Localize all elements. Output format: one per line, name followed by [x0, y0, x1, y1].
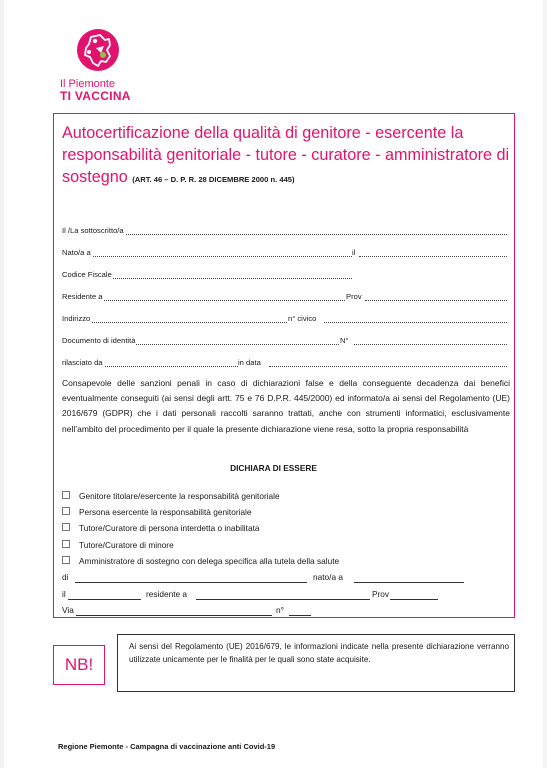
checkbox-icon[interactable] [62, 540, 70, 548]
minor-residence-line[interactable] [196, 599, 370, 600]
field-in-data-label: in data [238, 358, 261, 367]
form-title-main: Autocertificazione della qualità di genitore - esercente la responsabilità genitoriale - tutore - curatore - amministratore di sostegno [62, 124, 510, 186]
minor-di-label: di [62, 572, 69, 582]
checkbox-icon[interactable] [62, 507, 70, 515]
declaration-paragraph: Consapevole delle sanzioni penali in caso di dichiarazioni false e della conseguente decadenza dai benefici eventualmente conseguiti (ai sensi degli artt. 75 e 76 D.P.R. 445/2000) ed informato/a ai sensi del Regolamento (UE) 2016/679 (GDPR) che i dati personali raccolti saranno trattati, anche con strumenti informatici, esclusivamente nell’ambito del procedimento per il quale la presente dichiarazione viene resa, sotto la propria responsabilità [62, 378, 510, 434]
logo-line-2: TI VACCINA [60, 89, 131, 103]
minor-il-label: il [62, 589, 66, 599]
field-civico-label: n° civico [288, 314, 317, 323]
field-codice-fiscale[interactable]: Codice Fiscale [62, 270, 510, 280]
minor-prov-line[interactable] [390, 599, 438, 600]
field-nato-il-label: il [352, 248, 356, 257]
dichiara-heading: DICHIARA DI ESSERE [230, 463, 317, 473]
minor-via-line[interactable] [76, 615, 272, 616]
option-genitore-titolare[interactable]: Genitore titolare/esercente la responsabilità genitoriale [62, 491, 280, 501]
checkbox-icon[interactable] [62, 491, 70, 499]
field-nato[interactable]: Nato/a a il [62, 248, 510, 258]
option-amministratore-sostegno[interactable]: Amministratore di sostegno con delega specifica alla tutela della salute [62, 556, 339, 566]
field-numero-label: N° [340, 336, 349, 345]
field-sottoscritto[interactable]: Il /La sottoscritto/a [62, 226, 510, 236]
form-title [62, 122, 512, 191]
piemonte-map-icon [76, 28, 120, 76]
page-footer: Regione Piemonte - Campagna di vaccinazione anti Covid-19 [58, 742, 276, 751]
minor-birthplace-line[interactable] [354, 582, 464, 583]
minor-name-line[interactable] [75, 582, 307, 583]
piemonte-vaccina-logo [60, 28, 150, 103]
option-persona-esercente[interactable]: Persona esercente la responsabilità genitoriale [62, 507, 252, 517]
logo-line-1: Il Piemonte [60, 78, 116, 90]
option-tutore-minore[interactable]: Tutore/Curatore di minore [62, 540, 174, 550]
field-rilasciato[interactable]: rilasciato da in data [62, 358, 510, 368]
field-residente[interactable]: Residente a Prov [62, 292, 510, 302]
minor-nato-label: nato/a a [313, 572, 343, 582]
minor-n-label: n° [276, 605, 284, 615]
minor-via-label: Via [62, 605, 74, 615]
checkbox-icon[interactable] [62, 523, 70, 531]
minor-birthdate-line[interactable] [68, 599, 141, 600]
field-prov-label: Prov [346, 292, 362, 301]
nb-badge: NB! [53, 645, 105, 685]
checkbox-icon[interactable] [62, 556, 70, 564]
minor-prov-label: Prov [372, 589, 390, 599]
form-title-reference: (ART. 46 – D. P. R. 28 DICEMBRE 2000 n. 445) [132, 175, 295, 184]
field-documento[interactable]: Documento di identità N° [62, 336, 510, 346]
minor-n-line[interactable] [289, 615, 311, 616]
minor-residente-label: residente a [146, 589, 188, 599]
option-tutore-interdetta[interactable]: Tutore/Curatore di persona interdetta o inabilitata [62, 523, 260, 533]
field-indirizzo[interactable]: Indirizzo n° civico [62, 314, 510, 324]
nb-note-text: Ai sensi del Regolamento (UE) 2016/679, le informazioni indicate nella presente dichiarazione verranno utilizzate unicamente per le finalità per le quali sono state acquisite. [129, 642, 509, 664]
